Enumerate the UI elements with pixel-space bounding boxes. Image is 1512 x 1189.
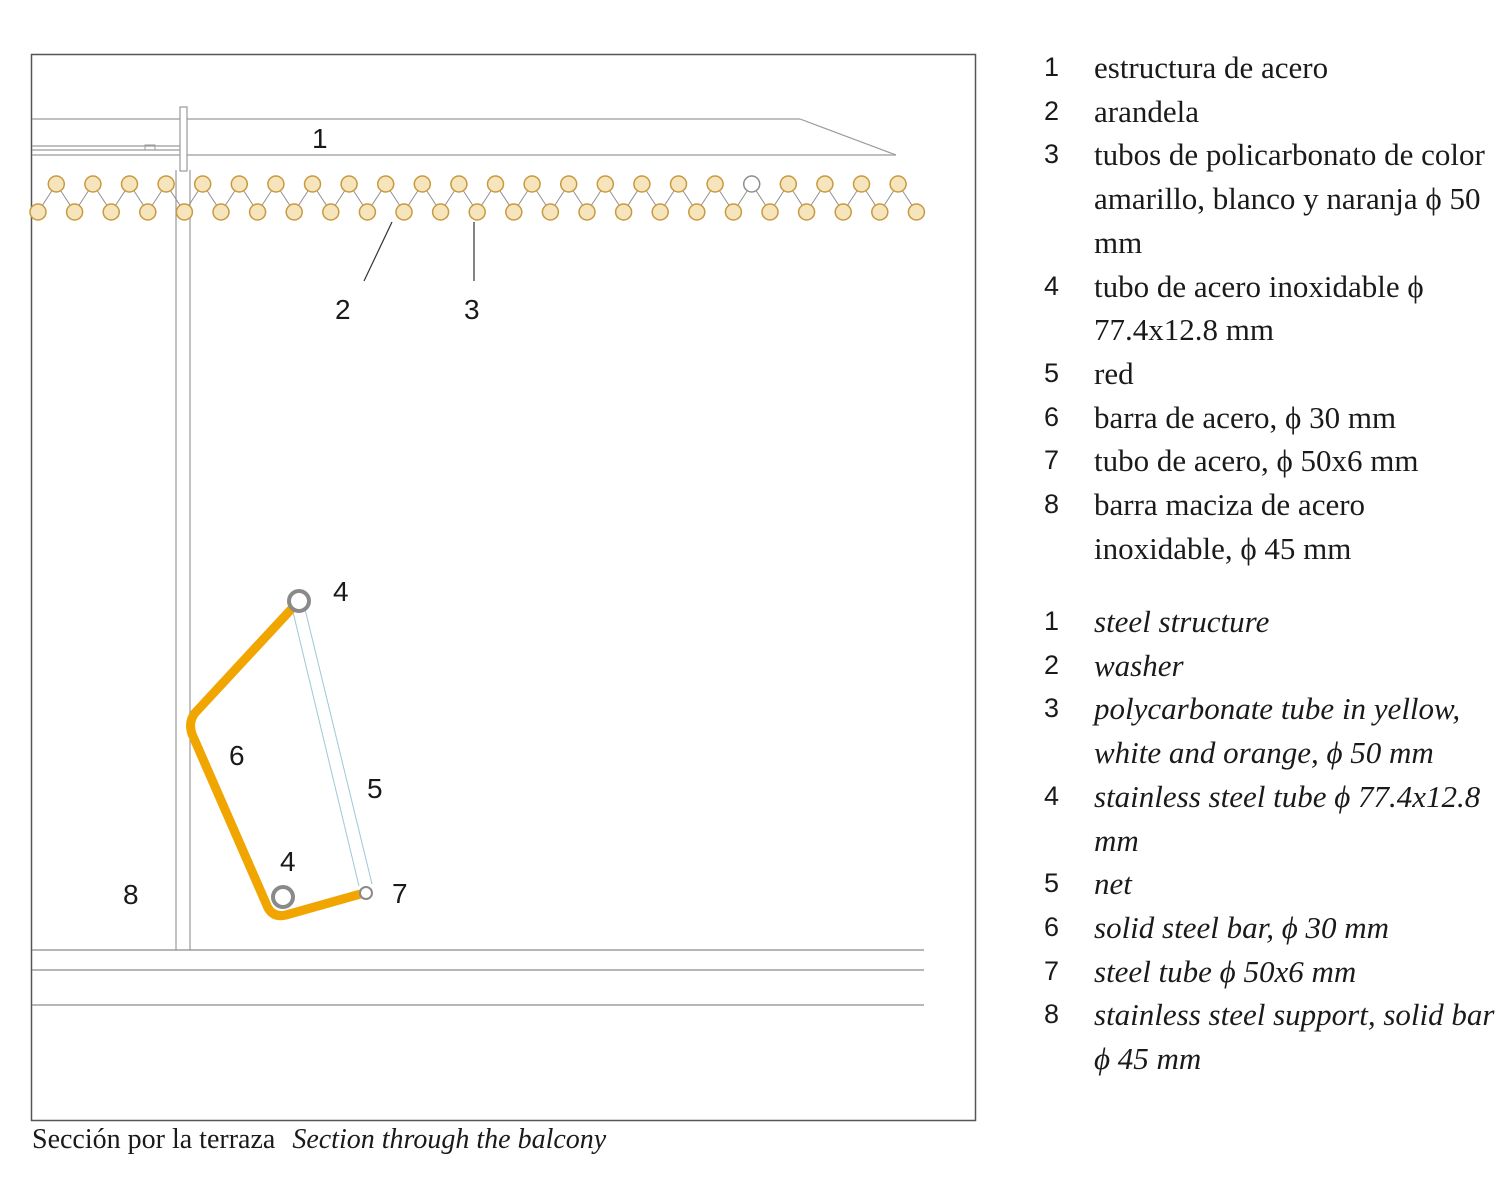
legend-number: 3 <box>1044 693 1060 724</box>
legend-text: net <box>1094 866 1132 902</box>
legend-number: 5 <box>1044 868 1060 899</box>
callout-3: 3 <box>464 294 480 325</box>
callout-8: 8 <box>123 879 139 910</box>
legend-item <box>1044 439 1504 483</box>
legend-text: washer <box>1094 647 1184 683</box>
legend-number: 7 <box>1044 445 1060 476</box>
floor-slab <box>32 950 924 1005</box>
stainless-steel-tube <box>289 591 309 611</box>
legend-item <box>1044 687 1504 774</box>
polycarbonate-tube <box>85 176 101 192</box>
polycarbonate-tube <box>725 204 741 220</box>
legend-item <box>1044 46 1504 90</box>
legend-item <box>1044 396 1504 440</box>
polycarbonate-tube <box>707 176 723 192</box>
polycarbonate-tube <box>451 176 467 192</box>
polycarbonate-tube <box>524 176 540 192</box>
callout-7: 7 <box>392 878 408 909</box>
legend-item <box>1044 265 1504 352</box>
polycarbonate-tube <box>286 204 302 220</box>
legend-text: estructura de acero <box>1094 50 1329 85</box>
polycarbonate-tube <box>30 204 46 220</box>
legend-text: stainless steel support, solid bar ϕ 45 mm <box>1094 997 1495 1077</box>
legend-number: 4 <box>1044 780 1060 811</box>
polycarbonate-tube <box>872 204 888 220</box>
polycarbonate-tube <box>616 204 632 220</box>
legend-number: 8 <box>1044 999 1060 1030</box>
legend-text: solid steel bar, ϕ 30 mm <box>1094 909 1390 945</box>
legend-item <box>1044 133 1504 264</box>
legend-text: tubo de acero, ϕ 50x6 mm <box>1094 443 1419 479</box>
legend-text: red <box>1094 355 1134 391</box>
legend-number: 4 <box>1044 270 1060 301</box>
polycarbonate-tube <box>835 204 851 220</box>
legend-number: 1 <box>1044 606 1060 636</box>
legend-number: 5 <box>1044 357 1060 388</box>
legend-text: stainless steel tube ϕ 77.4x12.8 mm <box>1094 778 1481 858</box>
legend-item <box>1044 644 1504 688</box>
legend-item <box>1044 950 1504 994</box>
polycarbonate-tube <box>908 204 924 220</box>
legend-number: 2 <box>1044 95 1060 126</box>
legend-text: tubos de policarbonato de color amarillo, blanco y naranja ϕ 50 mm <box>1094 137 1485 260</box>
callout-1: 1 <box>312 123 328 154</box>
polycarbonate-tube <box>48 176 64 192</box>
polycarbonate-tube <box>378 176 394 192</box>
polycarbonate-tube <box>817 176 833 192</box>
callout-5: 5 <box>367 773 383 804</box>
polycarbonate-tube <box>689 204 705 220</box>
legend-text: tubo de acero inoxidable ϕ 77.4x12.8 mm <box>1094 268 1424 348</box>
polycarbonate-tube <box>597 176 613 192</box>
figure-caption <box>32 1124 606 1156</box>
legend-item <box>1044 90 1504 134</box>
legend-text: arandela <box>1094 93 1199 129</box>
polycarbonate-tube <box>250 204 266 220</box>
polycarbonate-tube <box>542 204 558 220</box>
polycarbonate-tube <box>744 176 760 192</box>
polycarbonate-tube <box>359 204 375 220</box>
legend-number: 3 <box>1044 139 1060 170</box>
leader-lines <box>364 222 474 281</box>
legend-text: polycarbonate tube in yellow, white and orange, ϕ 50 mm <box>1094 691 1461 771</box>
polycarbonate-tube <box>268 176 284 192</box>
polycarbonate-tube <box>890 176 906 192</box>
polycarbonate-tube <box>854 176 870 192</box>
polycarbonate-tube <box>799 204 815 220</box>
polycarbonate-tube <box>231 176 247 192</box>
polycarbonate-tube <box>433 204 449 220</box>
legend-english <box>1044 600 1504 1081</box>
polycarbonate-tube <box>469 204 485 220</box>
polycarbonate-tube <box>140 204 156 220</box>
legend-text: steel tube ϕ 50x6 mm <box>1094 953 1357 989</box>
polycarbonate-tube <box>579 204 595 220</box>
polycarbonate-tube <box>396 204 412 220</box>
polycarbonate-tube <box>176 204 192 220</box>
callout-4-bottom: 4 <box>280 846 296 877</box>
callout-4-top: 4 <box>333 576 349 607</box>
legend-number: 6 <box>1044 401 1060 432</box>
steel-structure <box>32 107 896 171</box>
polycarbonate-tube-strip <box>30 176 924 220</box>
polycarbonate-tube <box>67 204 83 220</box>
polycarbonate-tube <box>506 204 522 220</box>
polycarbonate-tube <box>305 176 321 192</box>
polycarbonate-tube <box>634 176 650 192</box>
legend-item <box>1044 483 1504 570</box>
legend-number: 6 <box>1044 911 1060 942</box>
polycarbonate-tube <box>195 176 211 192</box>
polycarbonate-tube <box>158 176 174 192</box>
polycarbonate-tube <box>414 176 430 192</box>
legend-text: barra de acero, ϕ 30 mm <box>1094 399 1397 435</box>
drawing-frame <box>32 55 976 1121</box>
legend-number: 8 <box>1044 489 1060 520</box>
stainless-steel-support <box>176 170 190 950</box>
legend-text: steel structure <box>1094 604 1270 639</box>
polycarbonate-tube <box>780 176 796 192</box>
polycarbonate-tube <box>652 204 668 220</box>
caption-english: Section through the balcony <box>292 1124 607 1155</box>
callout-2: 2 <box>335 294 351 325</box>
legend-number: 1 <box>1044 52 1060 82</box>
polycarbonate-tube <box>122 176 138 192</box>
legend-item <box>1044 352 1504 396</box>
polycarbonate-tube <box>323 204 339 220</box>
polycarbonate-tube <box>488 176 504 192</box>
polycarbonate-tube <box>103 204 119 220</box>
polycarbonate-tube <box>762 204 778 220</box>
legend-item <box>1044 862 1504 906</box>
legend-item <box>1044 600 1504 644</box>
legend-spanish <box>1044 46 1504 570</box>
legend-text: barra maciza de acero inoxidable, ϕ 45 mm <box>1094 487 1366 566</box>
legend-number: 2 <box>1044 649 1060 680</box>
callout-6: 6 <box>229 740 245 771</box>
legend-item <box>1044 906 1504 950</box>
steel-tube <box>360 887 372 899</box>
stainless-steel-tube <box>273 887 293 907</box>
polycarbonate-tube <box>213 204 229 220</box>
polycarbonate-tube <box>561 176 577 192</box>
polycarbonate-tube <box>341 176 357 192</box>
caption-spanish: Sección por la terraza <box>32 1124 276 1155</box>
legend-number: 7 <box>1044 955 1060 986</box>
net <box>293 609 372 886</box>
legend-item <box>1044 993 1504 1080</box>
solid-steel-bar <box>191 603 364 916</box>
polycarbonate-tube <box>671 176 687 192</box>
legend-item <box>1044 775 1504 862</box>
